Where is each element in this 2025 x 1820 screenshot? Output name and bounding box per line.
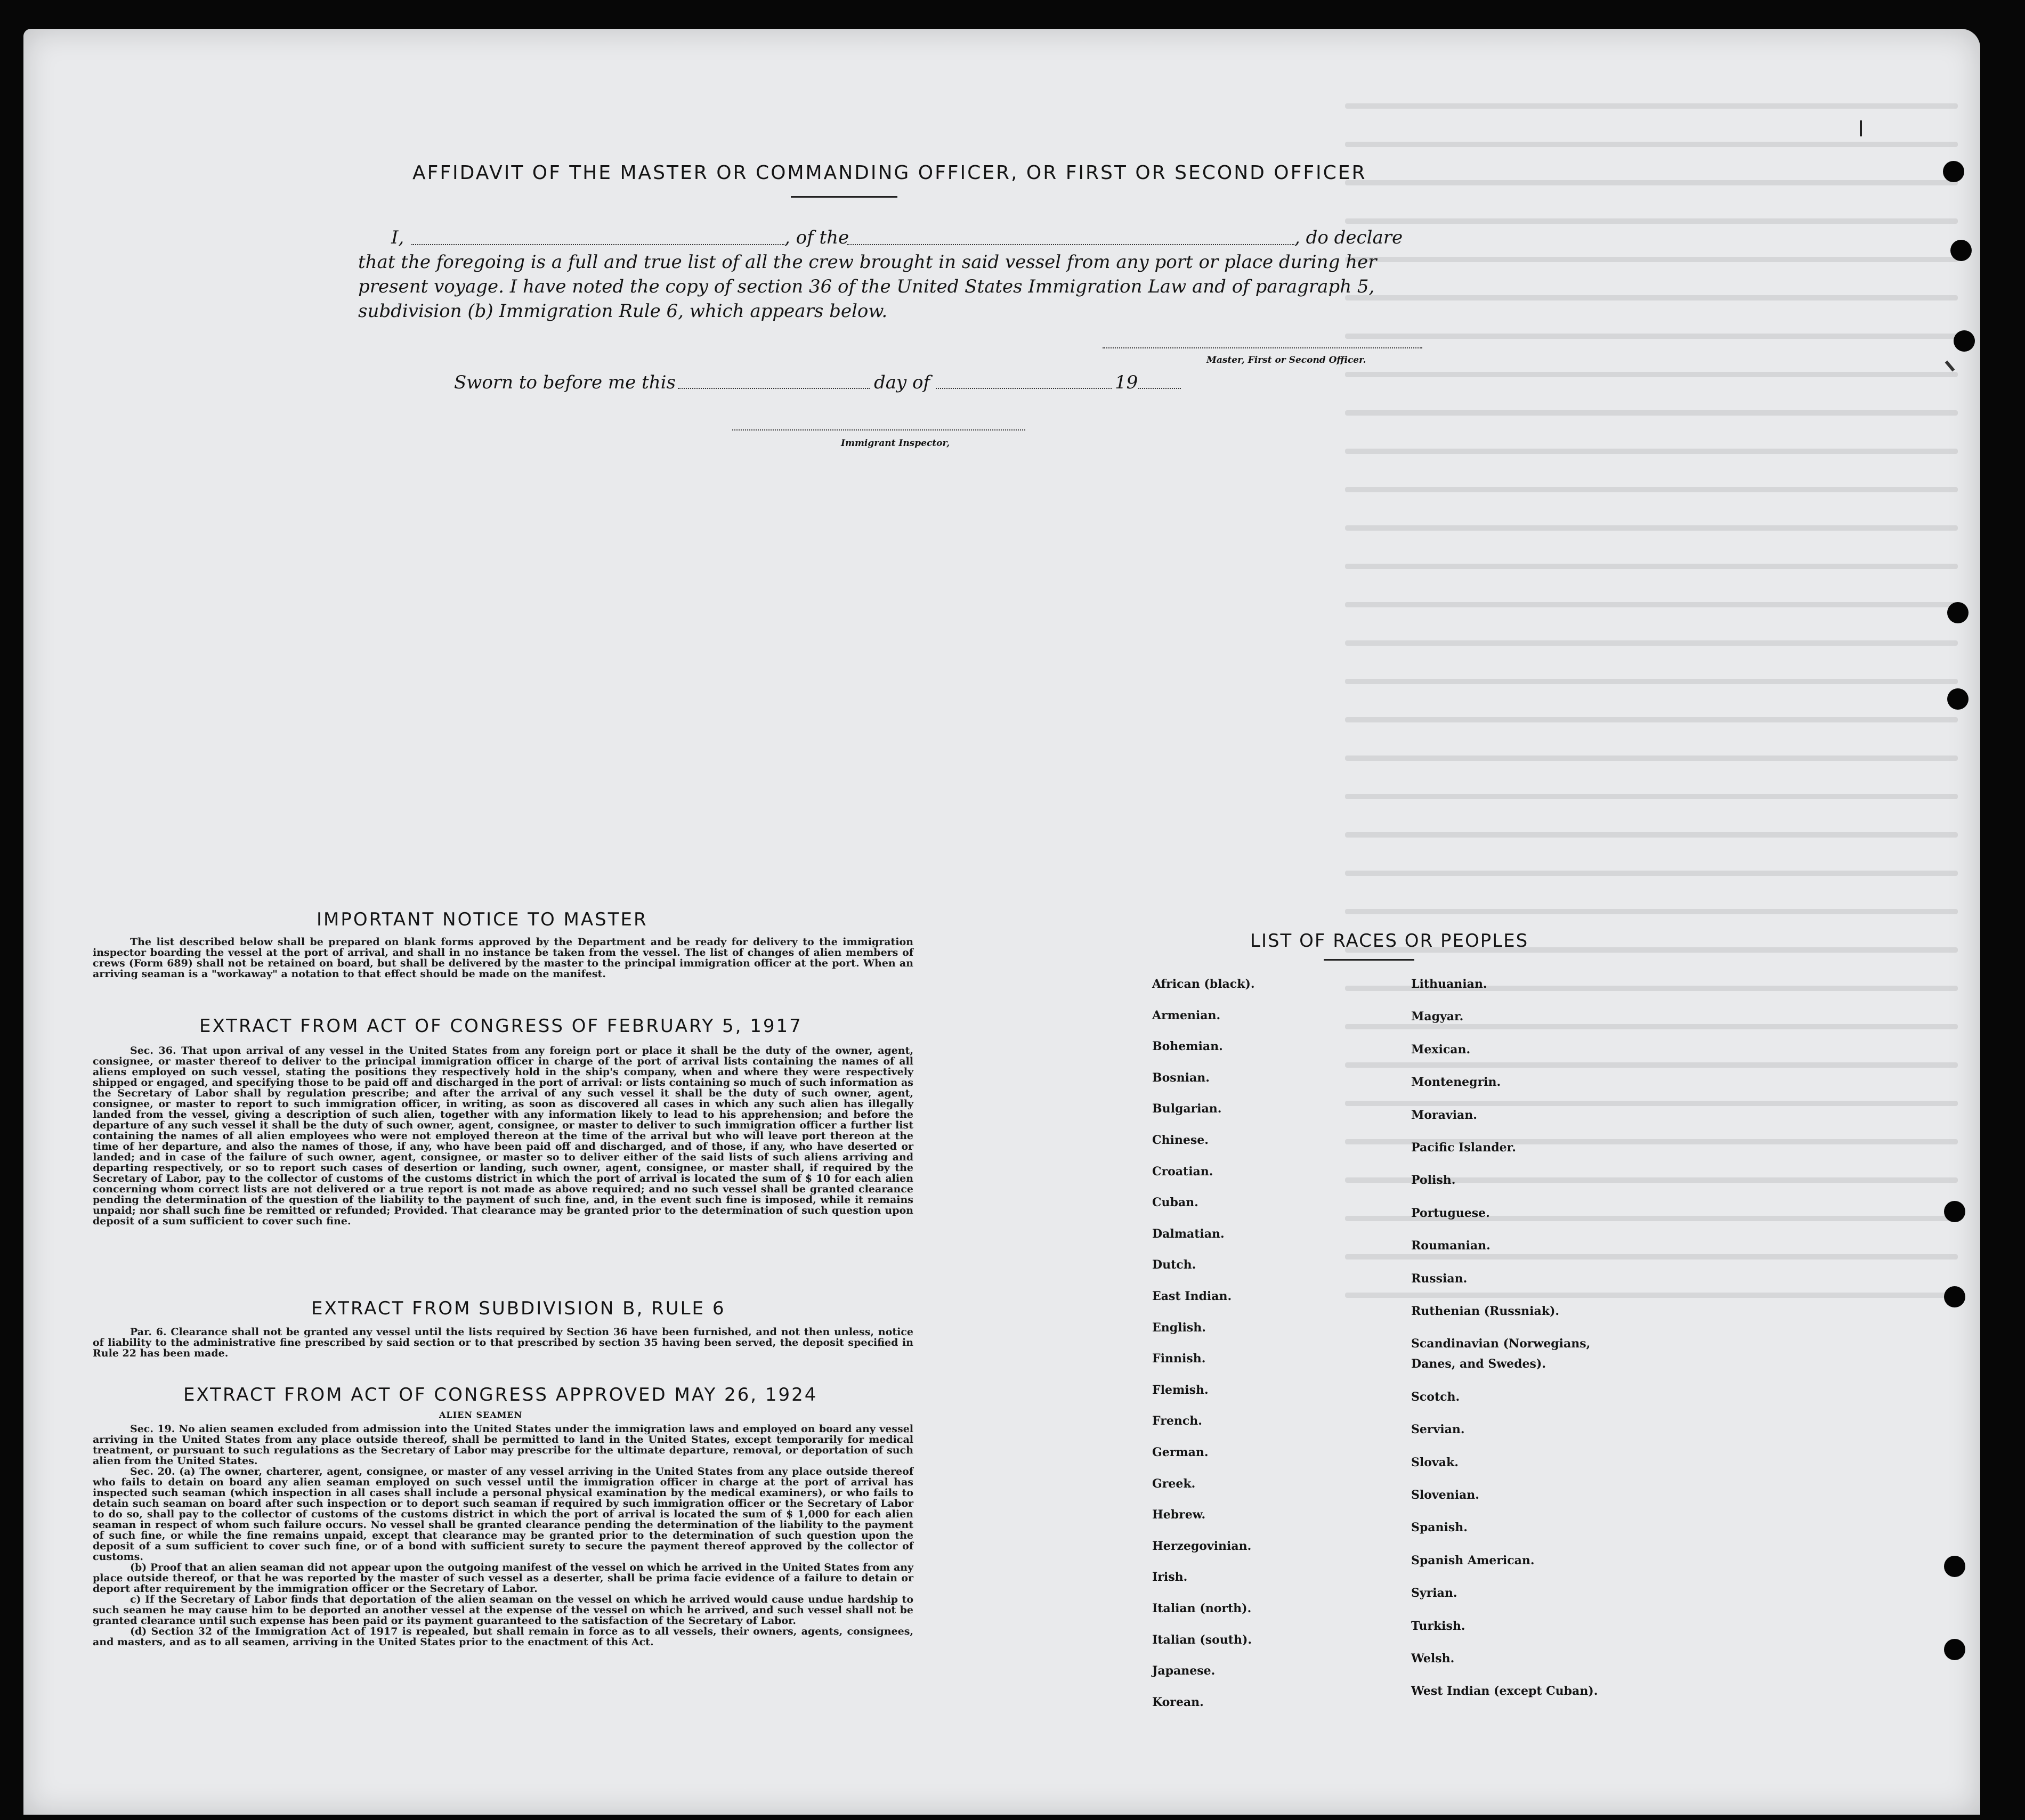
binder-hole [1947, 602, 1969, 623]
race-item: Finnish. [1152, 1352, 1206, 1366]
races-underline [1324, 959, 1414, 961]
alien-seamen-subtitle: ALIEN SEAMEN [439, 1410, 523, 1420]
inspector-label: Immigrant Inspector, [841, 438, 950, 449]
extract-1924-body [93, 1424, 913, 1647]
race-item: African (black). [1152, 977, 1255, 991]
extract-1924-sec20: Sec. 20. (a) The owner, charterer, agent, consignee, or master of any vessel arriving in the United States from any place outside thereof who fails to detain on board any alien seaman employed on such vessel until the immigration officer in charge at the port of arrival has inspected such seaman (which inspection in all cases shall include a personal physical examination by the medical examiners), or who fails to detain such seaman on board after such inspection or to deport such seaman if required by such immigration officer or the Secretary of Labor to do so, shall pay to the collector of customs of the customs district in which the port of arrival is located the sum of $ 1,000 for each alien seaman in respect of whom such failure occurs. No vessel shall be granted clearance pending the determination of the liability to the payment of such fine, or while the fine remains unpaid, except that clearance may be granted prior to the determination of such question upon the deposit of a sum sufficient to cover such fine, or of a bond with sufficient surety to secure the payment thereof approved by the collector of customs. [93, 1466, 913, 1563]
inspector-blank [732, 429, 1025, 430]
affidavit-line2: that the foregoing is a full and true list of all the crew brought in said vessel from any port or place during her [358, 251, 1377, 273]
binder-hole [1947, 688, 1969, 710]
race-item: Flemish. [1152, 1383, 1209, 1397]
race-item: Ruthenian (Russniak). [1411, 1304, 1560, 1318]
race-item: Italian (north). [1152, 1602, 1252, 1615]
race-item: Pacific Islander. [1411, 1141, 1516, 1155]
race-item: Welsh. [1411, 1652, 1455, 1665]
races-title: LIST OF RACES OR PEOPLES [1250, 930, 1529, 952]
race-item: Portuguese. [1411, 1206, 1490, 1220]
binder-hole [1944, 1201, 1965, 1222]
binder-hole [1950, 240, 1972, 261]
race-item: German. [1152, 1445, 1209, 1459]
notice-title: IMPORTANT NOTICE TO MASTER [317, 909, 648, 930]
pen-mark [1860, 120, 1862, 136]
signature-blank [1103, 347, 1422, 348]
binder-hole [1944, 1556, 1965, 1577]
title-underline [791, 196, 897, 198]
race-item: Turkish. [1411, 1619, 1465, 1633]
race-item: Irish. [1152, 1570, 1188, 1585]
affidavit-line1-i: I, [391, 227, 404, 248]
extract-1924-d: (d) Section 32 of the Immigration Act of 1917 is repealed, but shall remain in force as to all vessels, their owners, agents, consignees, and masters, and as to all seamen, arriving in the United States prior to the enactment of this Act. [93, 1626, 913, 1648]
notice-text: The list described below shall be prepared on blank forms approved by the Department and be ready for delivery to the immigration inspector boarding the vessel at the port of arrival, and shall in no instance be taken from the vessel. The list of changes of alien members of crews (Form 689) shall not be retained on board, but shall be delivered by the master to the principal immigration officer at the port. When an arriving seaman is a "workaway" a notation to that effect should be made on the manifest. [93, 936, 913, 980]
race-item: Spanish. [1411, 1521, 1468, 1535]
race-item: Armenian. [1152, 1008, 1221, 1022]
race-item: Spanish American. [1411, 1553, 1535, 1567]
extract-rule6-text: Par. 6. Clearance shall not be granted any vessel until the lists required by Section 36 have been furnished, and not then unless, notice of liability to the administrative fine prescribed by said section or to that prescribed by section 35 having been served, the deposit specified in Rule 22 has been made. [93, 1326, 913, 1359]
sworn-prefix: Sworn to before me this [454, 372, 676, 393]
document-sheet [23, 29, 1980, 1815]
affidavit-line1-of: , of the [784, 227, 849, 248]
race-item: Scandinavian (Norwegians, [1411, 1337, 1591, 1351]
binder-hole [1944, 1639, 1965, 1660]
extract-1924-title: EXTRACT FROM ACT OF CONGRESS APPROVED MAY 26, 1924 [183, 1384, 818, 1405]
race-item: Syrian. [1411, 1586, 1457, 1600]
race-item: Korean. [1152, 1695, 1204, 1709]
race-item: Dalmatian. [1152, 1226, 1225, 1241]
extract-rule6-body [93, 1327, 913, 1359]
sworn-day-blank [678, 388, 870, 389]
sworn-day: day of [874, 372, 930, 393]
race-item: Polish. [1411, 1173, 1456, 1188]
race-item: Italian (south). [1152, 1632, 1252, 1647]
extract-rule6-title: EXTRACT FROM SUBDIVISION B, RULE 6 [311, 1298, 726, 1319]
vessel-blank [847, 244, 1294, 245]
sworn-month-blank [936, 388, 1112, 389]
race-item: French. [1152, 1414, 1202, 1428]
affidavit-title: AFFIDAVIT OF THE MASTER OR COMMANDING OFFICER, OR FIRST OR SECOND OFFICER [412, 162, 1367, 184]
extract-1924-c: c) If the Secretary of Labor finds that deportation of the alien seaman on the vessel on which he arrived would cause undue hardship to such seamen he may cause him to be deported an another vessel at the expense of the vessel on which he arrived, and such vessel shall not be granted clearance until such expense has been paid or its payment guaranteed to the satisfaction of the Secretary of Labor. [93, 1594, 913, 1627]
race-item: Moravian. [1411, 1108, 1477, 1122]
race-item: Greek. [1152, 1476, 1196, 1491]
race-item: Servian. [1411, 1423, 1465, 1437]
race-item: Slovenian. [1411, 1488, 1479, 1502]
race-item: Herzegovinian. [1152, 1539, 1252, 1553]
race-item: Dutch. [1152, 1258, 1196, 1272]
race-item: Bulgarian. [1152, 1102, 1222, 1116]
bleed-through-rows [1345, 103, 1958, 1355]
extract-1917-body [93, 1045, 913, 1226]
race-item: Russian. [1411, 1271, 1468, 1286]
extract-1917-title: EXTRACT FROM ACT OF CONGRESS OF FEBRUARY 5, 1917 [199, 1015, 803, 1037]
race-item: Bosnian. [1152, 1070, 1210, 1085]
race-item: Bohemian. [1152, 1039, 1223, 1054]
extract-1917-text: Sec. 36. That upon arrival of any vessel in the United States from any foreign port or place it shall be the duty of the owner, agent, consignee, or master thereof to deliver to the principal immigration officer in charge of the port of arrival lists containing the names of all aliens employed on such vessel, stating the positions they respectively hold in the ship's company, when and where they were respectively shipped or engaged, and specifying those to be paid off and discharged in the port of arrival: or lists containing so much of such information as the Secretary of Labor shall by regulation prescribe; and after the arrival of any such vessel it shall be the duty of such owner, agent, consignee, or master to report to such immigration officer, in writing, as soon as discovered all cases in which any such alien has illegally landed from the vessel, giving a description of such alien, together with any information likely to lead to his apprehension; and before the departure of any such vessel it shall be the duty of such owner, agent, consignee, or master to deliver to such immigration officer a further list containing the names of all alien employees who were not employed thereon at the time of the arrival but who will leave port thereon at the time of her departure, and also the names of those, if any, who have been paid off and discharged, and of those, if any, who have deserted or landed; and in case of the failure of such owner, agent, consignee, or master so to deliver either of the said lists of such aliens arriving and departing respectively, or so to report such cases of desertion or landing, such owner, agent, consignee, or master shall, if required by the Secretary of Labor, pay to the collector of customs of the customs district in which the port of arrival is located the sum of $ 10 for each alien concerning whom correct lists are not delivered or a true report is not made as above required; and no such vessel shall be granted clearance pending the determination of the question of the liability to the payment of such fine, and, in the event such fine is imposed, while it remains unpaid; nor shall such fine be remitted or refunded; Provided. That clearance may be granted prior to the determination of such question upon deposit of a sum sufficient to cover such fine. [93, 1045, 913, 1227]
affidavit-line4: subdivision (b) Immigration Rule 6, which appears below. [358, 300, 888, 322]
race-item: East Indian. [1152, 1289, 1232, 1303]
race-item: Hebrew. [1152, 1508, 1206, 1522]
race-item: Mexican. [1411, 1042, 1471, 1057]
extract-1924-b: (b) Proof that an alien seaman did not appear upon the outgoing manifest of the vessel on which he arrived in the United States from any place outside thereof, or that he was reported by the master of such vessel as a deserter, shall be prima facie evidence of a failure to detain or deport after requirement by the immigration officer or the Secretary of Labor. [93, 1562, 913, 1595]
affidavit-line1-declare: , do declare [1294, 227, 1403, 248]
race-item: Scotch. [1411, 1390, 1460, 1404]
pen-mark [1945, 361, 1955, 372]
notice-body [93, 937, 913, 979]
sworn-year-blank [1138, 388, 1181, 389]
affidavit-line3: present voyage. I have noted the copy of section 36 of the United States Immigration Law and of paragraph 5, [358, 276, 1375, 297]
race-item: Roumanian. [1411, 1239, 1491, 1253]
extract-1924-sec19: Sec. 19. No alien seamen excluded from admission into the United States under the immigration laws and employed on board any vessel arriving in the United States from any place outside thereof, shall be permitted to land in the United States, except temporarily for medical treatment, or pursuant to such regulations as the Secretary of Labor may prescribe for the ultimate departure, removal, or deportation of such alien from the United States. [93, 1423, 913, 1467]
race-item: Japanese. [1152, 1664, 1216, 1678]
race-item: Danes, and Swedes). [1411, 1357, 1546, 1371]
race-item: English. [1152, 1320, 1206, 1335]
name-blank [411, 244, 784, 245]
race-item: Montenegrin. [1411, 1075, 1501, 1090]
race-item: Croatian. [1152, 1164, 1213, 1179]
race-item: Lithuanian. [1411, 977, 1487, 991]
race-item: Magyar. [1411, 1010, 1464, 1024]
race-item: West Indian (except Cuban). [1411, 1684, 1598, 1699]
race-item: Cuban. [1152, 1196, 1198, 1210]
binder-hole [1944, 1286, 1965, 1307]
race-item: Chinese. [1152, 1133, 1209, 1147]
sworn-year: 19 [1115, 372, 1138, 393]
signature-label: Master, First or Second Officer. [1206, 355, 1366, 365]
binder-hole [1954, 330, 1975, 352]
binder-hole [1943, 161, 1964, 182]
race-item: Slovak. [1411, 1455, 1459, 1469]
